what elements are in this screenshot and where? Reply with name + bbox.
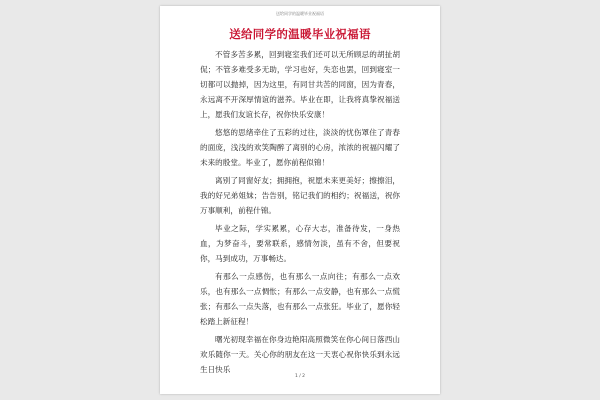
page-header: 送给同学的温暖毕业祝福语 xyxy=(276,11,324,16)
paragraph: 悠悠的思绪牵住了五彩的过往，淡淡的忧伤罩住了青春的面庞，浅浅的欢笑陶醉了离别的心房，浓浓的祝福闪耀了未来的殷堂。毕业了，愿你前程似锦！ xyxy=(200,128,400,167)
page-number: 1 / 2 xyxy=(294,374,306,379)
document-title: 送给同学的温暖毕业祝福语 xyxy=(229,27,371,41)
paragraph: 离别了同窗好友；拥拥抱，祝愿未来更美好；擦擦泪，我的好兄弟姐妹；告告别，铭记我们的相约；祝福送，祝你万事顺利，前程什锦。 xyxy=(200,176,400,215)
document-body xyxy=(200,47,400,380)
document-page xyxy=(160,6,440,394)
paragraph: 曙光初现幸福在你身边艳阳高照微笑在你心间日落西山欢乐随你一天。关心你的朋友在这一天衷心祝你快乐到永远生日快乐 xyxy=(200,335,400,374)
paragraph: 有那么一点感伤，也有那么一点向往；有那么一点欢乐，也有那么一点惆怅；有那么一点安静，也有那么一点慌张；有那么一点失落，也有那么一点张狂。毕业了，愿你轻松踏上新征程！ xyxy=(200,272,400,326)
paragraph: 毕业之际，学实累累，心存大志，准备待发，一身热血，为梦奋斗，要常联系，感情勿淡，虽有不舍，但要祝你，马到成功，万事畅达。 xyxy=(200,224,400,263)
paragraph: 不管多苦多累，回到寝室我们还可以无所顾忌的胡扯胡侃；不管多难受多无助，学习也好，失恋也罢，回到寝室一切都可以抛掉，因为这里，有同甘共苦的同窗，因为青春，永远离不开深厚情谊的滋养。毕业在即，让我将真挚祝福送上，愿我们友谊长存，祝你快乐安康！ xyxy=(200,50,400,119)
